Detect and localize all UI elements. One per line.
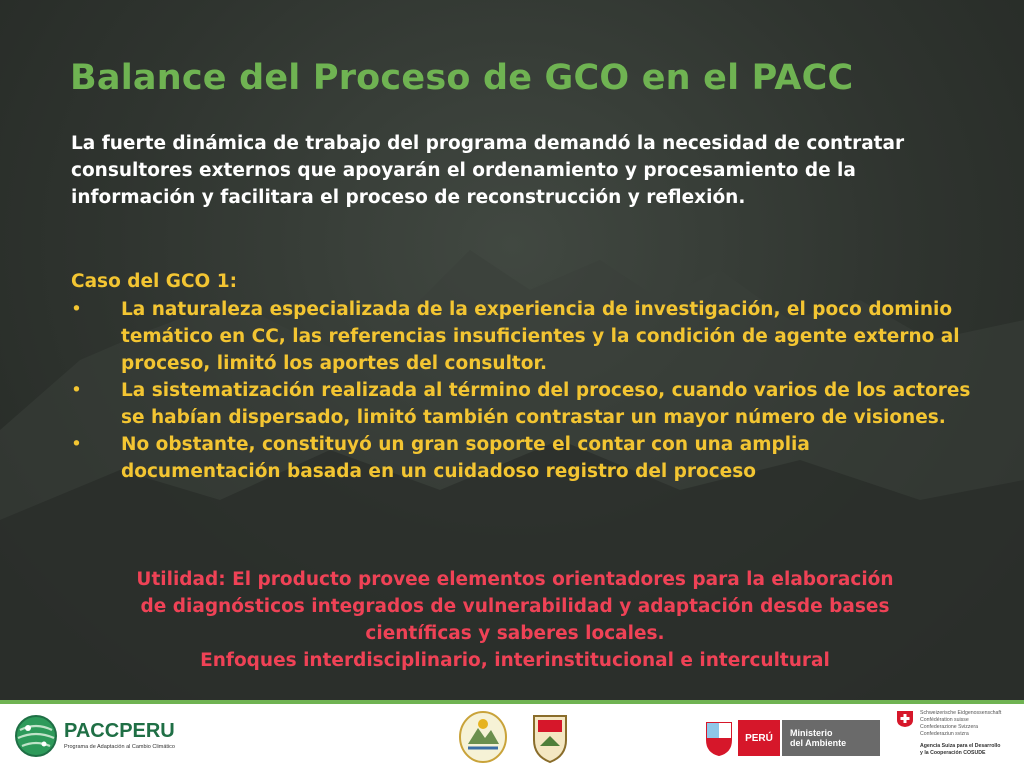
peru-coat-of-arms-icon bbox=[704, 720, 734, 756]
pacc-peru-wordmark bbox=[64, 720, 175, 743]
ministry-label bbox=[782, 720, 880, 756]
ministry-line: Ministerio bbox=[790, 728, 833, 738]
slide-title: Balance del Proceso de GCO en el PACC bbox=[70, 58, 854, 98]
case-bullet bbox=[71, 431, 971, 485]
peru-word: PERU bbox=[119, 720, 175, 742]
bullet-text: La sistematización realizada al término del proceso, cuando varios de los actores se habían dispersado, limitó también contrastar un mayor número de visiones. bbox=[121, 380, 971, 428]
bullet-text: La naturaleza especializada de la experiencia de investigación, el poco dominio temático en CC, las referencias insuficientes y la condición de agente externo al proceso, limitó los aportes del consultor. bbox=[121, 299, 960, 374]
utility-line: científicas y saberes locales. bbox=[365, 623, 665, 644]
utility-line: Enfoques interdisciplinario, interinstitucional e intercultural bbox=[200, 650, 830, 671]
case-bullet bbox=[71, 296, 971, 377]
peru-label: PERÚ bbox=[738, 720, 780, 756]
footer-divider bbox=[0, 700, 1024, 704]
swiss-cosude-logo bbox=[896, 710, 1020, 766]
swiss-line: Confederazione Svizzera bbox=[920, 724, 978, 730]
swiss-confederation-text bbox=[920, 710, 1020, 757]
agency-line: y la Cooperación COSUDE bbox=[920, 750, 986, 756]
utility-line: Utilidad: El producto provee elementos orientadores para la elaboración bbox=[136, 569, 894, 590]
swiss-line: Confédération suisse bbox=[920, 717, 969, 723]
agency-line: Agencia Suiza para el Desarrollo bbox=[920, 743, 1001, 749]
bullet-marker: • bbox=[71, 299, 82, 320]
swiss-line: Schweizerische Eidgenossenschaft bbox=[920, 710, 1002, 716]
cusco-seal-icon bbox=[458, 710, 508, 764]
pacc-subtitle: Programa de Adaptación al Cambio Climático bbox=[64, 744, 175, 750]
bullet-marker: • bbox=[71, 434, 82, 455]
utility-line: de diagnósticos integrados de vulnerabilidad y adaptación desde bases bbox=[140, 596, 890, 617]
swiss-line: Confederaziun svizra bbox=[920, 731, 969, 737]
ministry-line: del Ambiente bbox=[790, 738, 847, 748]
intro-paragraph: La fuerte dinámica de trabajo del programa demandó la necesidad de contratar consultores externos que apoyarán el ordenamiento y procesamiento de la información y facilitara el proceso de reconstrucción y reflexión. bbox=[71, 133, 905, 208]
case-heading: Caso del GCO 1: bbox=[71, 271, 237, 292]
bullet-marker: • bbox=[71, 380, 82, 401]
peru-ministerio-ambiente-logo bbox=[704, 720, 880, 756]
apurimac-seal-icon bbox=[528, 710, 572, 764]
pacc-word: PACC bbox=[64, 720, 120, 742]
swiss-flag-icon bbox=[896, 710, 914, 728]
case-bullet bbox=[71, 377, 971, 431]
bullet-text: No obstante, constituyó un gran soporte el contar con una amplia documentación basada en un cuidadoso registro del proceso bbox=[121, 434, 810, 482]
globe-icon bbox=[14, 714, 58, 758]
utility-statement bbox=[40, 566, 990, 674]
case-bullet-list bbox=[71, 296, 971, 485]
logo-footer bbox=[0, 700, 1024, 768]
pacc-peru-logo bbox=[14, 714, 194, 760]
